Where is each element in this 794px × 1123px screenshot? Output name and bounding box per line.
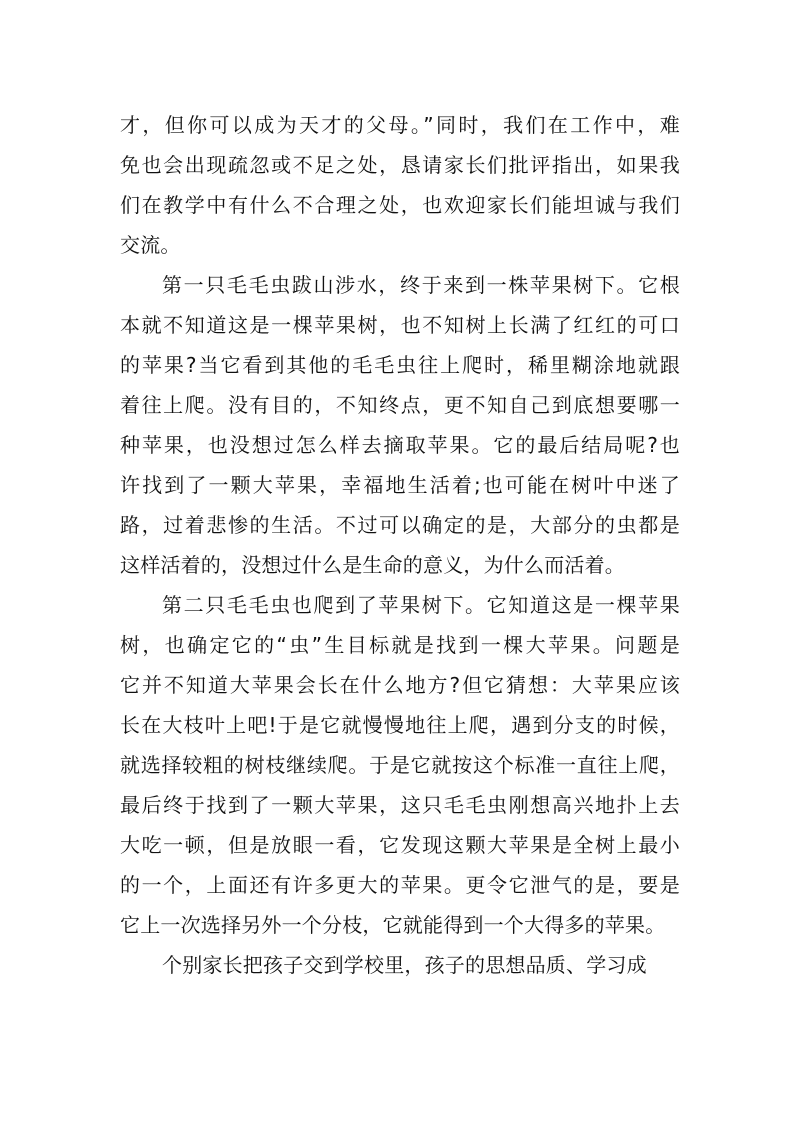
text-line: 免也会出现疏忽或不足之处，恳请家长们批评指出，如果我: [120, 153, 680, 177]
paragraph-first-line: 第一只毛毛虫跋山涉水，终于来到一株苹果树下。它根: [162, 273, 680, 297]
text-line: 种苹果，也没想过怎么样去摘取苹果。它的最后结局呢?也: [120, 433, 680, 457]
text-line: 最后终于找到了一颗大苹果，这只毛毛虫刚想高兴地扑上去: [120, 793, 680, 817]
text-line: 长在大枝叶上吧!于是它就慢慢地往上爬，遇到分支的时候，: [120, 713, 680, 737]
text-line: 着往上爬。没有目的，不知终点，更不知自己到底想要哪一: [120, 393, 680, 417]
text-line: 它并不知道大苹果会长在什么地方?但它猜想：大苹果应该: [120, 673, 680, 697]
text-line: 交流。: [120, 233, 181, 257]
text-line: 大吃一顿，但是放眼一看，它发现这颗大苹果是全树上最小: [120, 833, 680, 857]
text-line: 这样活着的，没想过什么是生命的意义，为什么而活着。: [120, 553, 625, 577]
text-line: 就选择较粗的树枝继续爬。于是它就按这个标准一直往上爬，: [120, 753, 680, 777]
text-line: 才，但你可以成为天才的父母。”同时，我们在工作中，难: [120, 113, 680, 137]
text-line: 路，过着悲惨的生活。不过可以确定的是，大部分的虫都是: [120, 513, 680, 537]
text-line: 许找到了一颗大苹果，幸福地生活着;也可能在树叶中迷了: [120, 473, 680, 497]
text-line: 树，也确定它的“虫”生目标就是找到一棵大苹果。问题是: [120, 633, 680, 657]
document-page: [120, 105, 680, 985]
text-line: 它上一次选择另外一个分枝，它就能得到一个大得多的苹果。: [120, 913, 666, 937]
text-line: 的苹果?当它看到其他的毛毛虫往上爬时，稀里糊涂地就跟: [120, 353, 680, 377]
text-line: 们在教学中有什么不合理之处，也欢迎家长们能坦诚与我们: [120, 193, 680, 217]
paragraph-first-line: 个别家长把孩子交到学校里，孩子的思想品质、学习成: [162, 953, 647, 977]
paragraph-first-line: 第二只毛毛虫也爬到了苹果树下。它知道这是一棵苹果: [162, 593, 680, 617]
text-line: 本就不知道这是一棵苹果树，也不知树上长满了红红的可口: [120, 313, 680, 337]
text-line: 的一个，上面还有许多更大的苹果。更令它泄气的是，要是: [120, 873, 680, 897]
